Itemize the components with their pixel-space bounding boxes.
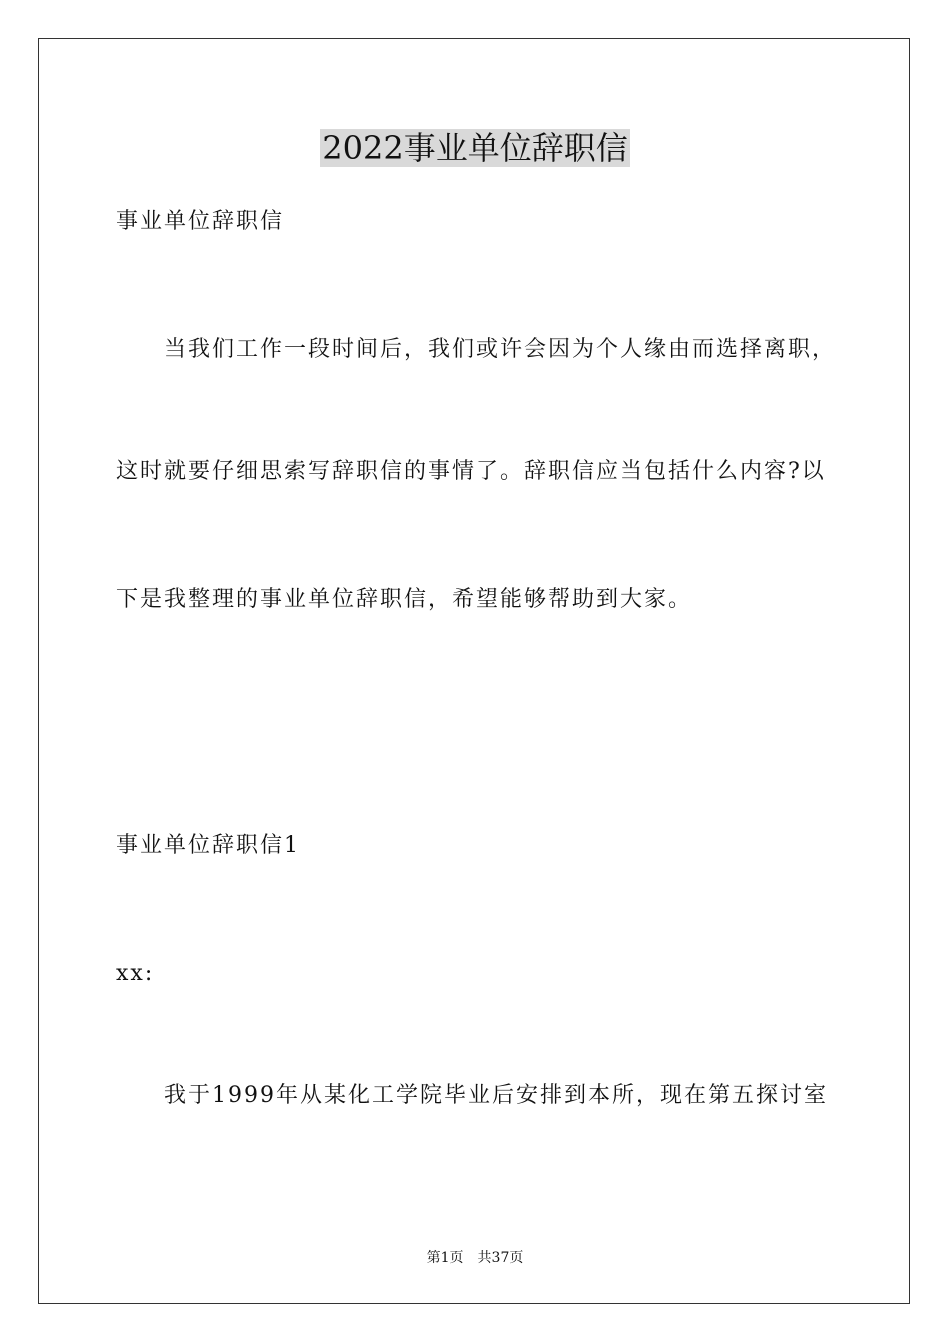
paragraph-line: 下是我整理的事业单位辞职信，希望能够帮助到大家。 [116,587,693,612]
page-footer: 第1页 共37页 [426,1250,524,1266]
letter-body-line: 我于1999年从某化工学院毕业后安排到本所，现在第五探讨室 [164,1083,828,1108]
salutation: xx: [116,961,155,986]
section-heading: 事业单位辞职信1 [116,833,300,858]
document-subtitle: 事业单位辞职信 [116,209,285,234]
document-title-text: 2022事业单位辞职信 [322,129,628,167]
paragraph-line: 当我们工作一段时间后，我们或许会因为个人缘由而选择离职， [164,337,837,362]
document-title [0,126,950,170]
paragraph-line: 这时就要仔细思索写辞职信的事情了。辞职信应当包括什么内容?以 [116,459,826,484]
